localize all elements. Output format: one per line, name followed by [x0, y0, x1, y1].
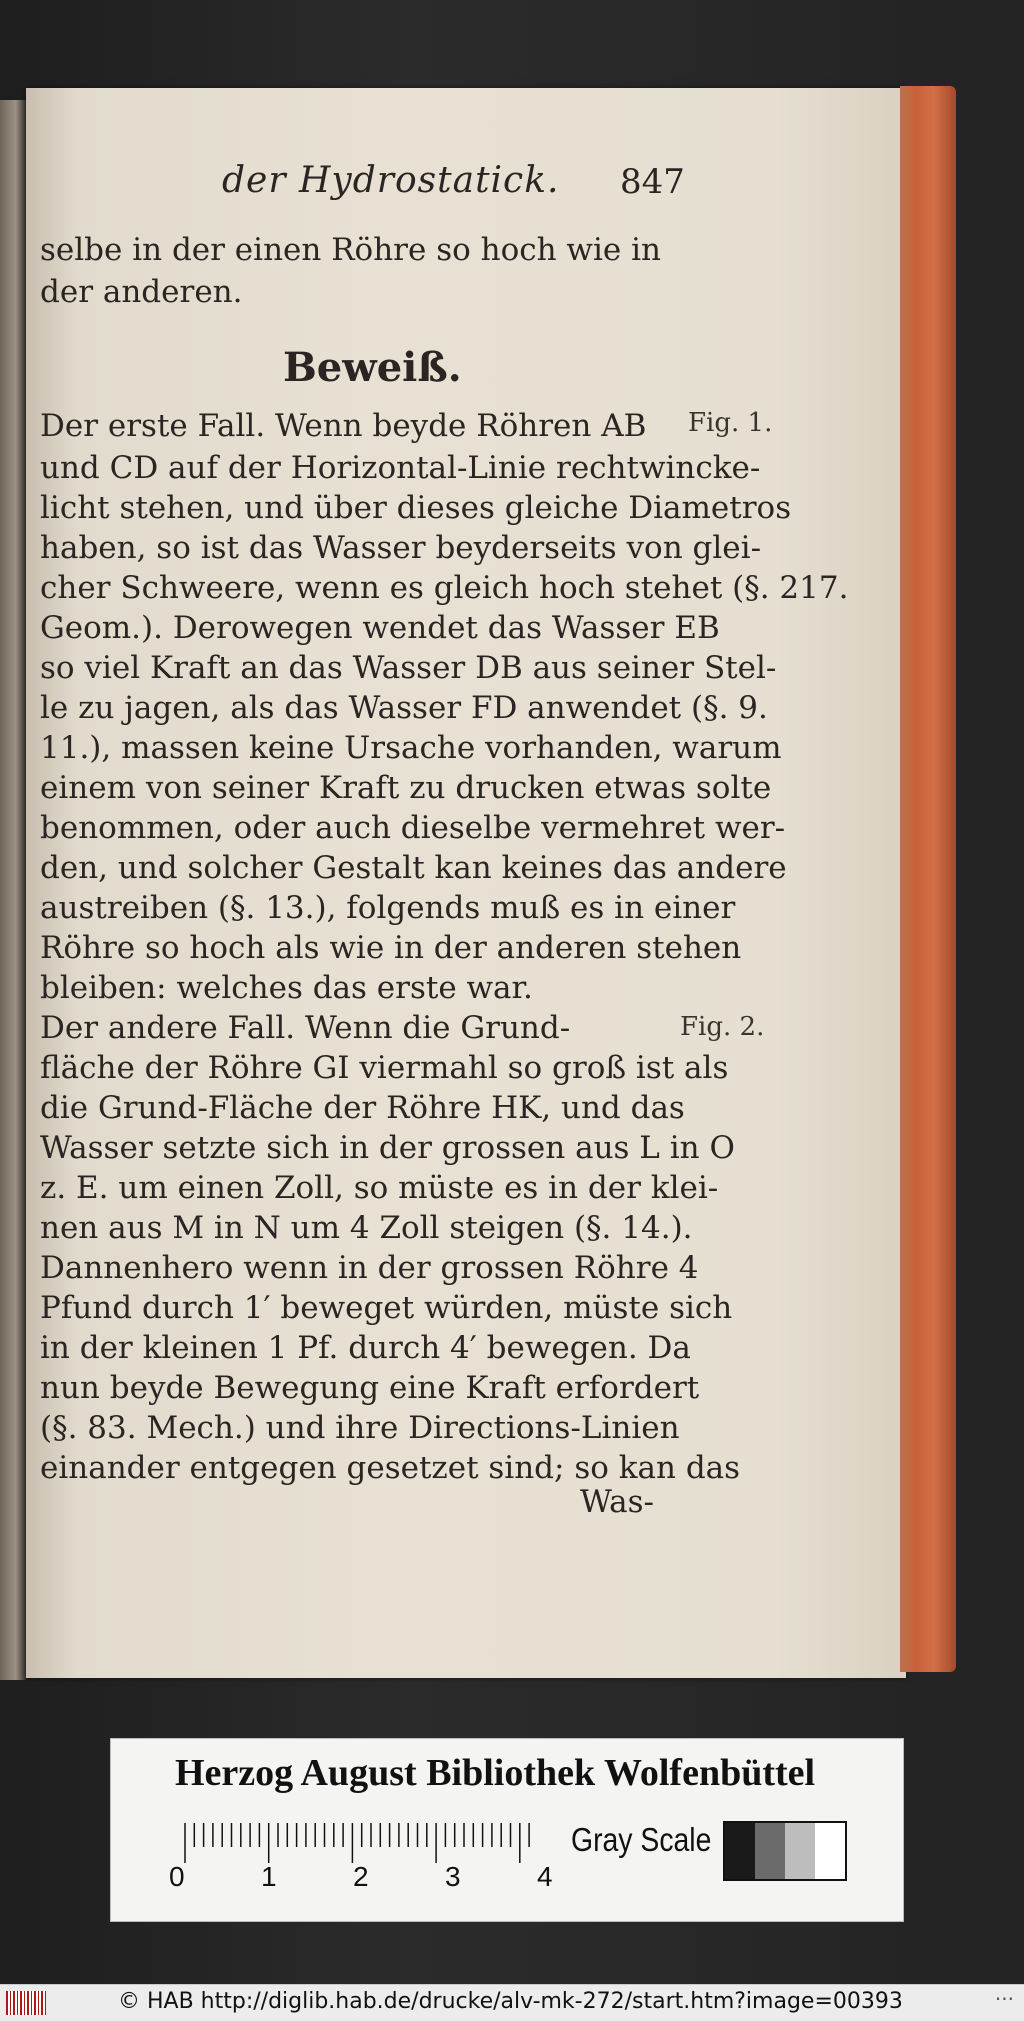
scale-number: 3: [445, 1861, 461, 1892]
text-line: bleiben: welches das erste war.: [40, 970, 533, 1006]
gray-swatch: [755, 1823, 785, 1879]
gray-swatch: [785, 1823, 815, 1879]
red-page-edge: [900, 86, 956, 1672]
text-line: Röhre so hoch als wie in der anderen stehen: [40, 930, 742, 966]
text-line: den, und solcher Gestalt kan keines das andere: [40, 850, 787, 886]
text-line: benommen, oder auch dieselbe vermehret wer-: [40, 810, 786, 846]
scale-number: 2: [353, 1861, 369, 1892]
gray-scale-swatches: [723, 1821, 847, 1881]
section-heading: Beweiß.: [283, 344, 462, 391]
text-line: le zu jagen, als das Wasser FD anwendet (§. 9.: [40, 690, 768, 726]
more-icon[interactable]: ···: [994, 1987, 1014, 2011]
text-line: licht stehen, und über dieses gleiche Diametros: [40, 490, 792, 526]
text-line: nen aus M in N um 4 Zoll steigen (§. 14.).: [40, 1210, 693, 1246]
scale-number: 4: [537, 1861, 553, 1892]
text-line: Der andere Fall. Wenn die Grund-: [40, 1010, 571, 1046]
scale-number: 1: [261, 1861, 277, 1892]
viewer-footer: [0, 1984, 1024, 2021]
page-number: 847: [620, 162, 685, 202]
text-line: so viel Kraft an das Wasser DB aus seiner Stel-: [40, 650, 777, 686]
margin-note-fig1: Fig. 1.: [688, 408, 773, 438]
gray-scale-card: [110, 1738, 904, 1922]
text-line: nun beyde Bewegung eine Kraft erfordert: [40, 1370, 700, 1406]
text-line: cher Schweere, wenn es gleich hoch stehet (§. 217.: [40, 570, 849, 606]
text-line: (§. 83. Mech.) und ihre Directions-Linien: [40, 1410, 680, 1446]
text-line: und CD auf der Horizontal-Linie rechtwincke-: [40, 450, 761, 486]
text-line: Pfund durch 1′ beweget würden, müste sich: [40, 1290, 733, 1326]
margin-note-fig2: Fig. 2.: [680, 1012, 765, 1042]
text-line: Dannenhero wenn in der grossen Röhre 4: [40, 1250, 699, 1286]
text-line: Der erste Fall. Wenn beyde Röhren AB: [40, 408, 647, 444]
barcode-icon: [6, 1991, 46, 2015]
scale-number: 0: [169, 1861, 185, 1892]
text-line: einem von seiner Kraft zu drucken etwas solte: [40, 770, 772, 806]
text-line: einander entgegen gesetzet sind; so kan das: [40, 1450, 741, 1486]
text-line: der anderen.: [40, 274, 243, 310]
running-head: der Hydrostatick.: [222, 160, 560, 201]
text-line: austreiben (§. 13.), folgends muß es in einer: [40, 890, 736, 926]
text-line: Geom.). Derowegen wendet das Wasser EB: [40, 610, 720, 646]
text-line: die Grund-Fläche der Röhre HK, und das: [40, 1090, 685, 1126]
source-url[interactable]: © HAB http://diglib.hab.de/drucke/alv-mk-272/start.htm?image=00393: [118, 1989, 903, 2014]
text-line: haben, so ist das Wasser beyderseits von glei-: [40, 530, 762, 566]
previous-page-edge: [0, 100, 26, 1680]
gray-scale-label: Gray Scale: [571, 1821, 712, 1858]
library-name: Herzog August Bibliothek Wolfenbüttel: [175, 1752, 816, 1794]
gray-swatch: [725, 1823, 755, 1879]
gray-swatch: [815, 1823, 845, 1879]
text-line: z. E. um einen Zoll, so müste es in der klei-: [40, 1170, 719, 1206]
ruler-ticks: [175, 1823, 545, 1863]
text-line: in der kleinen 1 Pf. durch 4′ bewegen. Da: [40, 1330, 691, 1366]
text-line: selbe in der einen Röhre so hoch wie in: [40, 232, 661, 268]
text-line: fläche der Röhre GI viermahl so groß ist als: [40, 1050, 729, 1086]
text-line: 11.), massen keine Ursache vorhanden, warum: [40, 730, 782, 766]
catchword: Was-: [580, 1484, 655, 1520]
text-line: Wasser setzte sich in der grossen aus L in O: [40, 1130, 735, 1166]
